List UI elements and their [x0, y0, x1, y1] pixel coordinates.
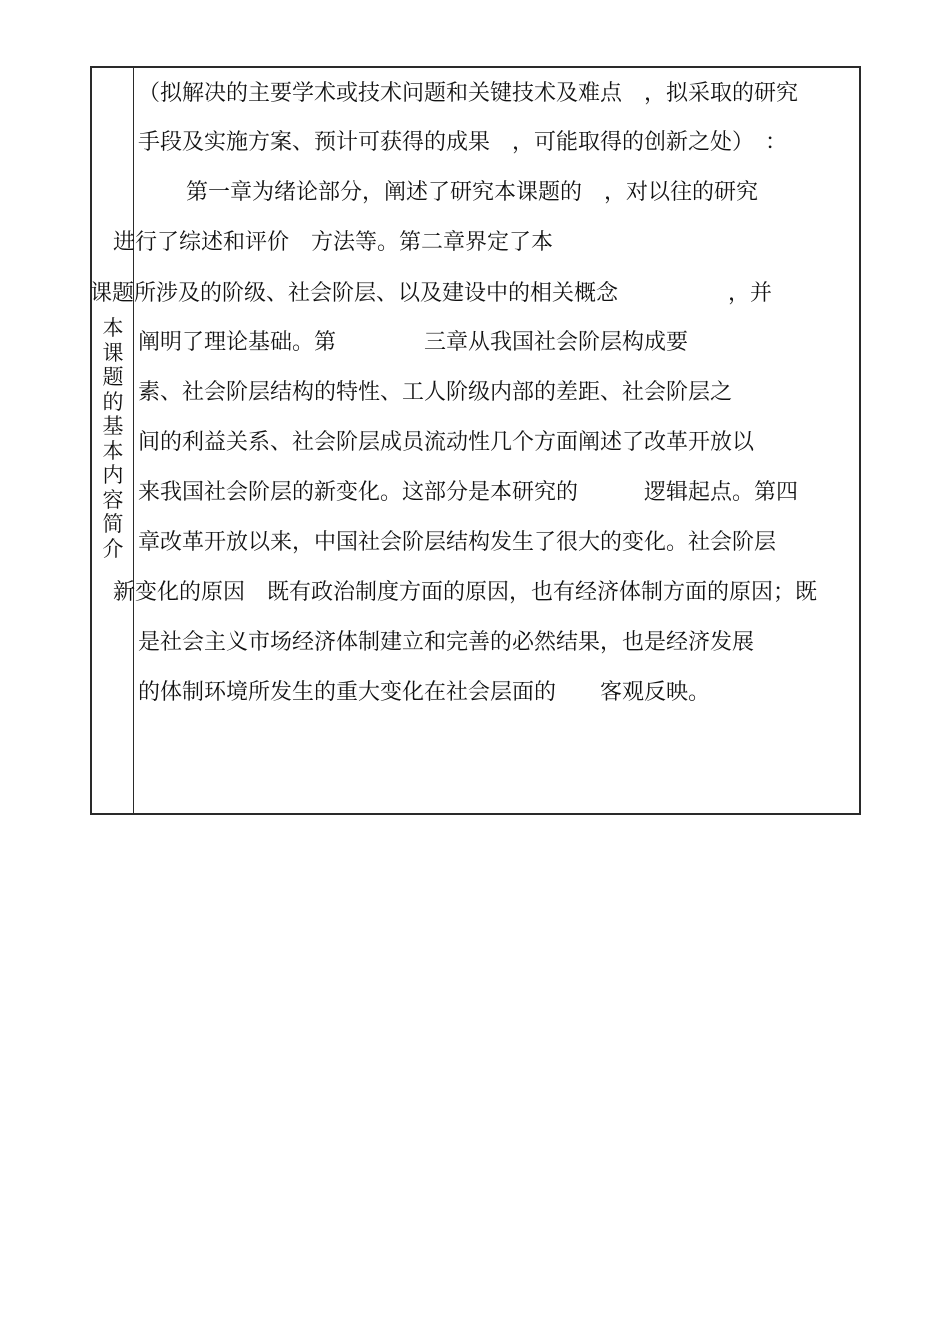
text-line: 的体制环境所发生的重大变化在社会层面的 客观反映。 [138, 680, 711, 705]
column-divider [133, 68, 134, 813]
row-header-label: 本课题的基本内容简介 [102, 316, 124, 561]
text-line: 课题所涉及的阶级、社会阶层、以及建设中的相关概念 ，并 [90, 281, 773, 306]
text-line: 章改革开放以来，中国社会阶层结构发生了很大的变化。社会阶层 [138, 530, 777, 555]
text-line: （拟解决的主要学术或技术问题和关键技术及难点 ，拟采取的研究 [138, 81, 799, 106]
text-line: 手段及实施方案、预计可获得的成果 ，可能取得的创新之处） ： [138, 130, 788, 155]
text-line: 是社会主义市场经济体制建立和完善的必然结果，也是经济发展 [138, 630, 755, 655]
text-line: 间的利益关系、社会阶层成员流动性几个方面阐述了改革开放以 [138, 430, 755, 455]
text-line: 来我国社会阶层的新变化。这部分是本研究的 逻辑起点。第四 [138, 480, 799, 505]
text-line: 进行了综述和评价 方法等。第二章界定了本 [113, 230, 554, 255]
text-line: 素、社会阶层结构的特性、工人阶级内部的差距、社会阶层之 [138, 380, 733, 405]
text-line: 阐明了理论基础。第 三章从我国社会阶层构成要 [138, 330, 689, 355]
text-line: 第一章为绪论部分，阐述了研究本课题的 ，对以往的研究 [186, 180, 759, 205]
text-line: 新变化的原因 既有政治制度方面的原因，也有经济体制方面的原因；既 [113, 580, 818, 605]
